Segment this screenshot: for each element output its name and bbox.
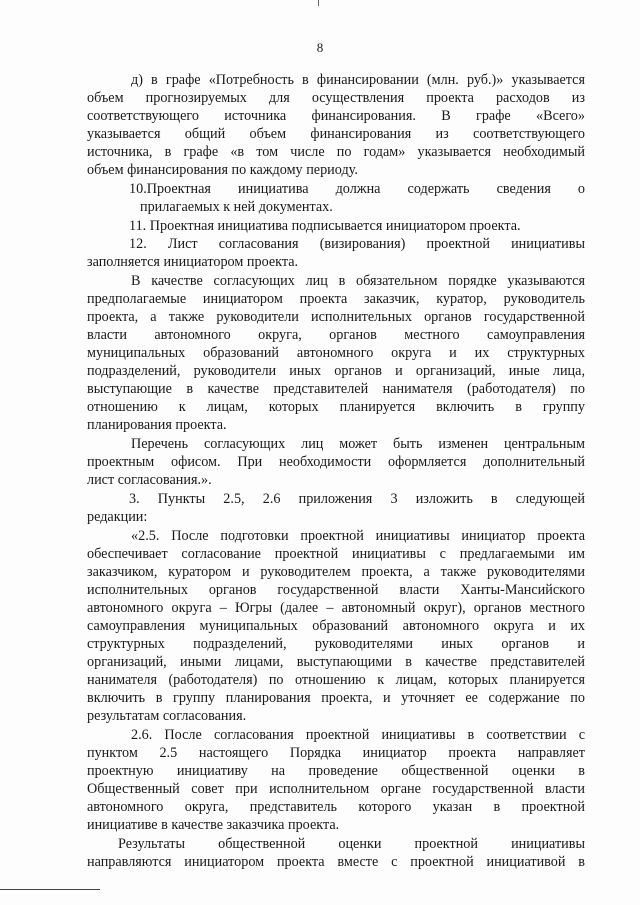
page-number: 8 <box>316 40 324 55</box>
text-line: д) в графе «Потребность в финансировании (млн. руб.)» указывается <box>131 72 585 88</box>
text-line: объем прогнозируемых для осуществления проекта расходов из <box>87 90 585 106</box>
text-line: 2.6. После согласования проектной инициативы в соответствии с <box>131 727 585 743</box>
text-line: лист согласования.». <box>87 472 212 488</box>
text-line: муниципальных образований автономного округа и их структурных <box>87 345 585 361</box>
text-line: Общественный совет при исполнительном органе государственной власти <box>87 781 585 797</box>
text-line: выступающие в качестве представителей нанимателя (работодателя) по <box>87 381 585 397</box>
text-line: 12. Лист согласования (визирования) проектной инициативы <box>129 236 585 252</box>
text-line: организаций, иными лицами, выступающими в качестве представителей <box>87 654 585 670</box>
text-line: самоуправления муниципальных образований автономного округа и их <box>87 618 585 634</box>
text-line: автономного округа, представитель которого указан в проектной <box>87 799 585 815</box>
text-line: исполнительных органов государственной власти Ханты-Мансийского <box>87 582 585 598</box>
text-line: Результаты общественной оценки проектной инициативы <box>118 836 585 852</box>
text-line: проекта, а также руководители исполнительных органов государственной <box>87 309 585 325</box>
text-line: указывается общий объем финансирования из соответствующего <box>87 126 585 142</box>
text-line: направляются инициатором проекта вместе с проектной инициативой в <box>87 854 585 870</box>
text-line: обеспечивает согласование проектной инициативы с предлагаемыми им <box>87 546 585 562</box>
text-line: отношению к лицам, которых планируется включить в группу <box>87 399 585 415</box>
text-line: проектным офисом. При необходимости оформляется дополнительный <box>87 454 585 470</box>
text-line: прилагаемых к ней документах. <box>140 199 333 215</box>
text-line: 10.Проектная инициатива должна содержать сведения о <box>129 181 585 197</box>
text-line: заполняется инициатором проекта. <box>87 254 299 270</box>
text-line: власти автономного округа, органов местного самоуправления <box>87 327 585 343</box>
text-line: пунктом 2.5 настоящего Порядка инициатор проекта направляет <box>87 745 585 761</box>
text-line: «2.5. После подготовки проектной инициативы инициатор проекта <box>131 528 585 544</box>
text-line: заказчиком, куратором и руководителем проекта, а также руководителями <box>87 564 585 580</box>
text-line: редакции: <box>87 509 148 525</box>
text-line: 3. Пункты 2.5, 2.6 приложения 3 изложить в следующей <box>129 491 585 507</box>
text-line: объем финансирования по каждому периоду. <box>87 162 358 178</box>
text-line: предполагаемые инициатором проекта заказчик, куратор, руководитель <box>87 291 585 307</box>
text-line: нанимателя (работодателя) по отношению к лицам, которых планируется <box>87 672 585 688</box>
text-line: инициативе в качестве заказчика проекта. <box>87 817 340 833</box>
text-line: В качестве согласующих лиц в обязательном порядке указываются <box>131 273 585 289</box>
text-line: соответствующего источника финансирования. В графе «Всего» <box>87 108 585 124</box>
text-line: 11. Проектная инициатива подписывается инициатором проекта. <box>129 218 521 234</box>
footer-rule <box>0 889 100 890</box>
text-line: Перечень согласующих лиц может быть изменен центральным <box>131 436 585 452</box>
text-line: автономного округа – Югры (далее – автономный округ), органов местного <box>87 600 585 616</box>
text-line: результатам согласования. <box>87 708 247 724</box>
text-line: подразделений, руководители иных органов и организаций, иные лица, <box>87 363 585 379</box>
scan-mark <box>318 0 319 6</box>
text-line: включить в группу планирования проекта, и уточняет ее содержание по <box>87 690 585 706</box>
text-line: структурных подразделений, руководителями иных органов и <box>87 636 585 652</box>
text-line: источника, в графе «в том числе по годам» указывается необходимый <box>87 144 585 160</box>
text-line: планирования проекта. <box>87 417 227 433</box>
text-line: проектную инициативу на проведение общественной оценки в <box>87 763 585 779</box>
